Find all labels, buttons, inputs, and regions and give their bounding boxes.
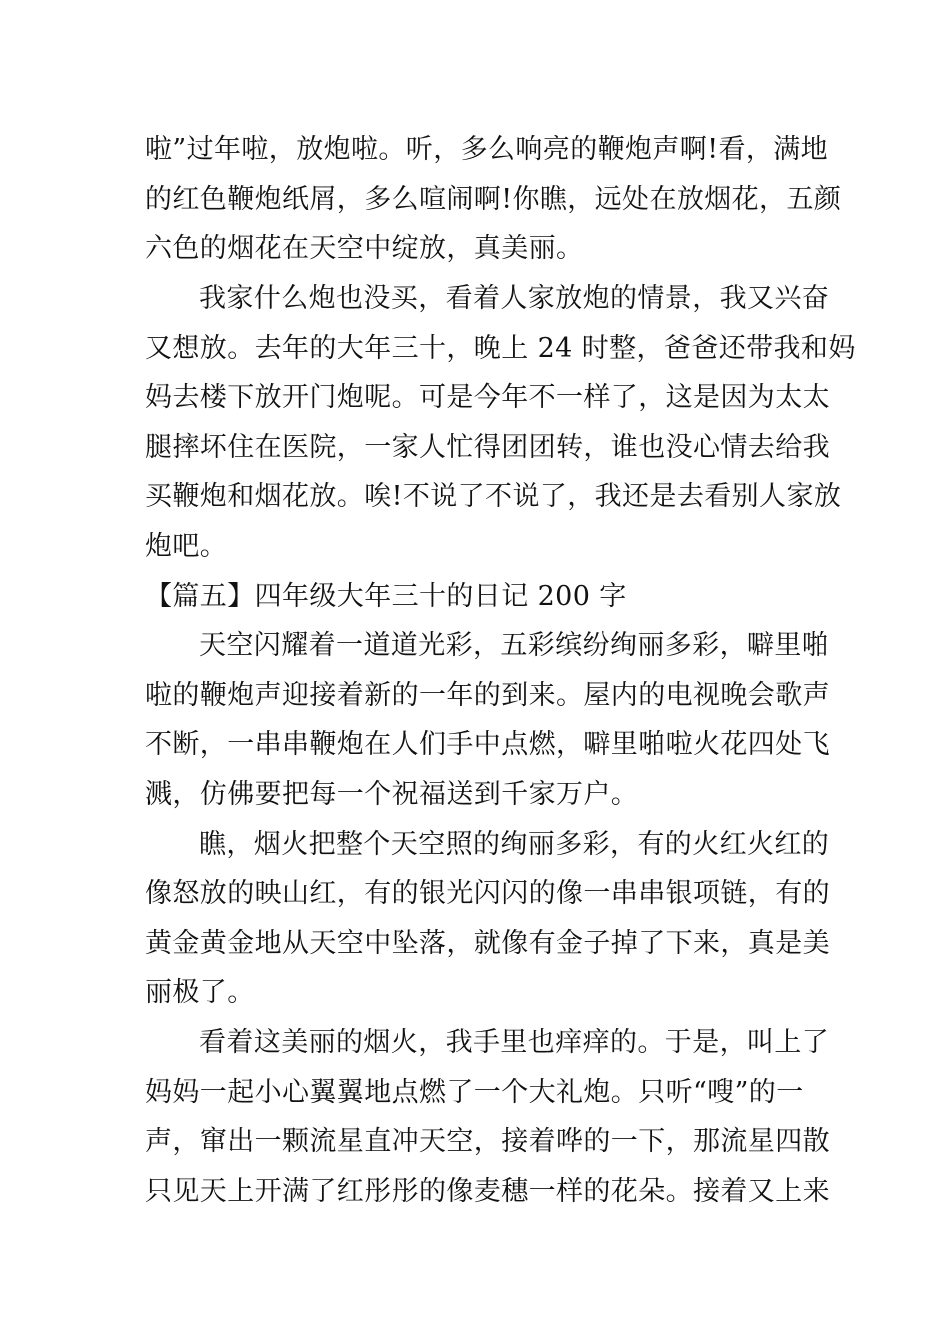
text-line: 不断，一串串鞭炮在人们手中点燃，噼里啪啦火花四处飞: [145, 729, 830, 760]
text-line: 声，窜出一颗流星直冲天空，接着哗的一下，那流星四散: [145, 1126, 830, 1157]
text-line: 溅，仿佛要把每一个祝福送到千家万户。: [145, 779, 639, 810]
text-line: 买鞭炮和烟花放。唉!不说了不说了，我还是去看别人家放: [145, 481, 842, 512]
section-heading: 【篇五】四年级大年三十的日记 200 字: [145, 581, 627, 612]
text-line: 啦”过年啦，放炮啦。听，多么响亮的鞭炮声啊!看，满地: [145, 134, 829, 165]
text-line: 妈去楼下放开门炮呢。可是今年不一样了，这是因为太太: [145, 382, 830, 413]
text-line: 又想放。去年的大年三十，晚上 24 时整，爸爸还带我和妈: [145, 333, 856, 364]
text-line: 黄金黄金地从天空中坠落，就像有金子掉了下来，真是美: [145, 928, 830, 959]
text-line: 啦的鞭炮声迎接着新的一年的到来。屋内的电视晚会歌声: [145, 680, 830, 711]
text-line: 炮吧。: [145, 531, 228, 562]
text-line: 只见天上开满了红彤彤的像麦穗一样的花朵。接着又上来: [145, 1176, 830, 1207]
text-line: 像怒放的映山红，有的银光闪闪的像一串串银项链，有的: [145, 878, 830, 909]
text-line: 妈妈一起小心翼翼地点燃了一个大礼炮。只听“嗖”的一: [145, 1077, 804, 1108]
text-line: 瞧，烟火把整个天空照的绚丽多彩，有的火红火红的: [199, 829, 830, 860]
text-line: 腿摔坏住在医院，一家人忙得团团转，谁也没心情去给我: [145, 432, 830, 463]
text-line: 看着这美丽的烟火，我手里也痒痒的。于是，叫上了: [199, 1027, 830, 1058]
text-line: 我家什么炮也没买，看着人家放炮的情景，我又兴奋: [199, 283, 830, 314]
text-line: 丽极了。: [145, 977, 255, 1008]
text-line: 六色的烟花在天空中绽放，真美丽。: [145, 233, 584, 264]
text-line: 天空闪耀着一道道光彩，五彩缤纷绚丽多彩，噼里啪: [199, 630, 830, 661]
text-line: 的红色鞭炮纸屑，多么喧闹啊!你瞧，远处在放烟花，五颜: [145, 184, 842, 215]
